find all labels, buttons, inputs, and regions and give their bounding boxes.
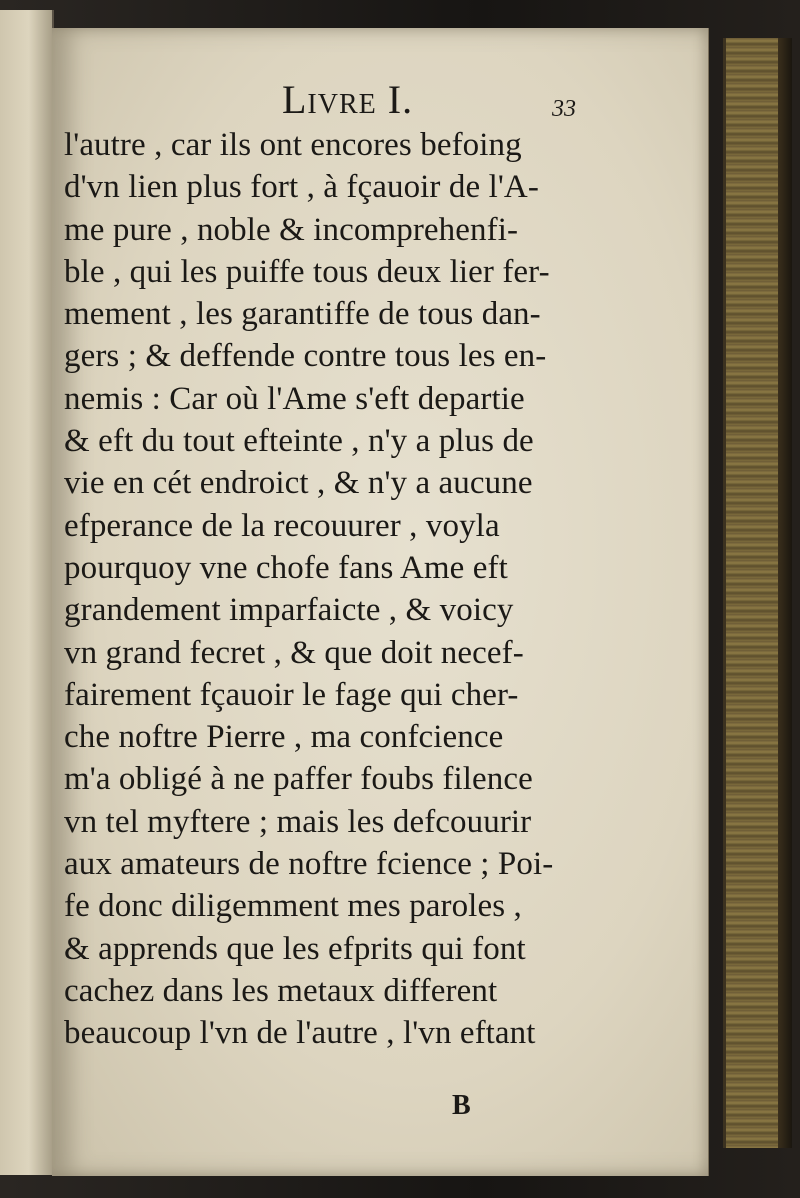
text-line: mement , les garantiffe de tous dan- — [64, 296, 541, 333]
page-text — [64, 124, 704, 1055]
page-number: 33 — [552, 96, 576, 122]
text-line: efperance de la recouurer , voyla — [64, 507, 500, 544]
text-line: grandement imparfaicte , & voicy — [64, 592, 514, 629]
text-line: nemis : Car où l'Ame s'eft departie — [64, 380, 525, 417]
text-line: & apprends que les efprits qui font — [64, 930, 526, 967]
text-line: d'vn lien plus fort , à fçauoir de l'A- — [64, 169, 539, 206]
signature-mark: B — [452, 1090, 471, 1121]
previous-page-edge — [0, 10, 54, 1175]
text-line: l'autre , car ils ont encores befoing — [64, 127, 522, 163]
text-line: pourquoy vne chofe fans Ame eft — [64, 549, 508, 586]
book-page — [52, 28, 709, 1176]
text-line: aux amateurs de noftre fcience ; Poi- — [64, 846, 554, 883]
text-line: beaucoup l'vn de l'autre , l'vn eftant — [64, 1015, 536, 1052]
text-line: fairement fçauoir le fage qui cher- — [64, 676, 519, 713]
running-head: Livre I. — [282, 77, 414, 122]
text-line: fe donc diligemment mes paroles , — [64, 888, 522, 925]
text-line: gers ; & deffende contre tous les en- — [64, 338, 547, 375]
text-line: che noftre Pierre , ma confcience — [64, 719, 504, 756]
text-line: cachez dans les metaux different — [64, 972, 498, 1009]
book-page-edges — [723, 38, 778, 1148]
text-line: vn grand fecret , & que doit necef- — [64, 634, 524, 671]
text-line: vie en cét endroict , & n'y a aucune — [64, 465, 533, 502]
text-line: m'a obligé à ne paffer foubs filence — [64, 761, 533, 798]
text-line: & eft du tout efteinte , n'y a plus de — [64, 423, 534, 460]
text-line: me pure , noble & incomprehenfi- — [64, 211, 519, 248]
text-line: ble , qui les puiffe tous deux lier fer- — [64, 253, 550, 290]
text-line: vn tel myftere ; mais les defcouurir — [64, 803, 532, 840]
